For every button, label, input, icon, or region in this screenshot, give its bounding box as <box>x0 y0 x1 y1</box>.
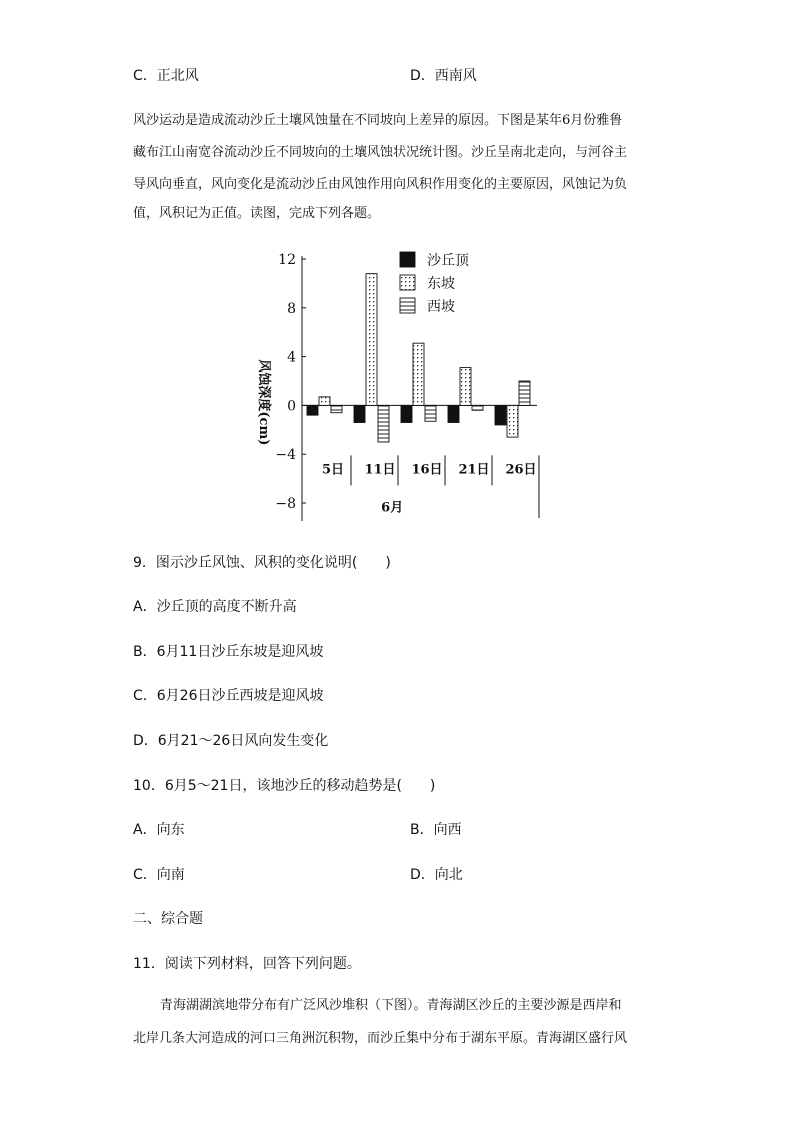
q8-option-d: D．西南风 <box>410 68 477 84</box>
bar-west-slope <box>472 405 483 410</box>
intro-line-4: 值，风积记为正值。读图，完成下列各题。 <box>133 206 381 221</box>
intro-line-1: 风沙运动是造成流动沙丘土壤风蚀量在不同坡向上差异的原因。下图是某年6月份雅鲁 <box>133 113 623 128</box>
q8-option-c: C．正北风 <box>133 68 199 84</box>
bar-west-slope <box>425 405 436 421</box>
legend-swatch <box>400 298 415 313</box>
bar-west-slope <box>519 381 530 405</box>
q10-option-d: D．向北 <box>410 867 463 883</box>
bar-east-slope <box>366 274 377 406</box>
y-tick-label: 12 <box>278 252 296 268</box>
q9-option-c: C．6月26日沙丘西坡是迎风坡 <box>133 688 324 704</box>
section-heading: 二、综合题 <box>133 911 203 927</box>
q10-option-b: B．向西 <box>410 822 462 838</box>
bar-dune-top <box>307 405 318 415</box>
bar-west-slope <box>378 405 389 442</box>
legend-swatch <box>400 252 415 267</box>
q10-stem: 10．6月5～21日，该地沙丘的移动趋势是( ) <box>133 778 436 794</box>
y-tick-label: 4 <box>287 349 296 366</box>
q9-option-a: A．沙丘顶的高度不断升高 <box>133 599 297 615</box>
q9-option-b: B．6月11日沙丘东坡是迎风坡 <box>133 644 324 660</box>
legend-label: 东坡 <box>427 276 455 292</box>
bar-east-slope <box>319 397 330 406</box>
bar-dune-top <box>495 405 506 425</box>
intro-line-2: 藏布江山南宽谷流动沙丘不同坡向的土壤风蚀状况统计图。沙丘呈南北走向，与河谷主 <box>133 145 628 160</box>
x-category-label: 26日 <box>505 462 537 478</box>
bar-dune-top <box>354 405 365 422</box>
x-category-label: 16日 <box>411 462 443 478</box>
bar-east-slope <box>413 343 424 405</box>
x-category-label: 5日 <box>321 462 345 478</box>
q9-stem: 9．图示沙丘风蚀、风积的变化说明( ) <box>133 555 391 571</box>
q9-option-d: D．6月21～26日风向发生变化 <box>133 733 329 749</box>
q11-material-line-1: 青海湖湖滨地带分布有广泛风沙堆积（下图）。青海湖区沙丘的主要沙源是西岸和 <box>160 998 622 1013</box>
intro-line-3: 导风向垂直，风向变化是流动沙丘由风蚀作用向风积作用变化的主要原因，风蚀记为负 <box>133 177 628 192</box>
legend-label: 西坡 <box>427 299 455 315</box>
bar-dune-top <box>401 405 412 422</box>
y-tick-label: 8 <box>287 300 296 317</box>
y-tick-label: 0 <box>287 398 296 415</box>
bar-west-slope <box>331 405 342 412</box>
x-category-label: 11日 <box>364 462 396 478</box>
q11-material-line-2: 北岸几条大河造成的河口三角洲沉积物，而沙丘集中分布于湖东平原。青海湖区盛行风 <box>133 1031 628 1046</box>
bar-dune-top <box>448 405 459 422</box>
wind-erosion-bar-chart <box>252 244 552 529</box>
y-tick-label: −8 <box>275 496 296 512</box>
y-axis-label: 风蚀深度(cm) <box>256 359 271 446</box>
q11-stem: 11．阅读下列材料，回答下列问题。 <box>133 956 361 972</box>
bar-east-slope <box>507 405 518 437</box>
q10-option-c: C．向南 <box>133 867 185 883</box>
x-group-label: 6月 <box>381 500 404 516</box>
legend-label: 沙丘顶 <box>427 253 469 269</box>
legend-swatch <box>400 275 415 290</box>
q10-option-a: A．向东 <box>133 822 185 838</box>
bar-east-slope <box>460 368 471 406</box>
y-tick-label: −4 <box>275 447 296 464</box>
x-category-label: 21日 <box>458 462 490 478</box>
